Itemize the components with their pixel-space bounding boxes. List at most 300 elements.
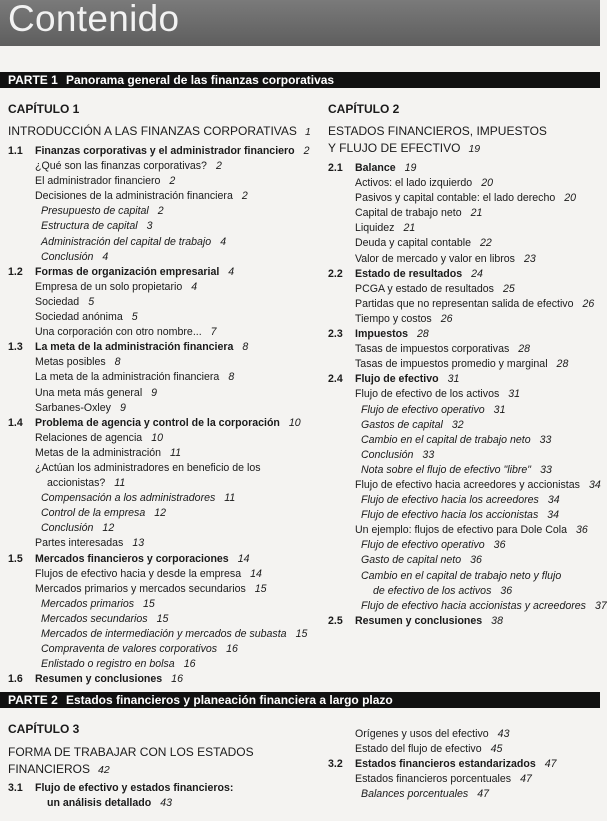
toc-entry[interactable] [8, 597, 318, 612]
page-number: 26 [440, 312, 453, 325]
entry-title: La meta de la administración financiera [35, 341, 234, 354]
entry-text-wrap [355, 342, 530, 357]
page-number: 2 [169, 175, 176, 188]
entry-title: Flujo de efectivo hacia acreedores y accionistas [355, 478, 580, 491]
entry-title: Orígenes y usos del efectivo [355, 728, 489, 740]
toc-entry[interactable] [8, 235, 318, 250]
entry-title: Una meta más general [35, 386, 143, 399]
entry-text-wrap [355, 727, 509, 742]
entry-text-wrap [355, 191, 576, 206]
entry-text-wrap [361, 418, 464, 433]
entry-text-wrap [35, 461, 261, 491]
entry-text-wrap [355, 478, 601, 493]
page-number: 8 [228, 371, 235, 384]
page-number: 28 [518, 343, 531, 356]
toc-entry[interactable] [328, 727, 600, 742]
entry-title: Un ejemplo: flujos de efectivo para Dole Cola [355, 524, 567, 537]
entry-title: Deuda y capital contable [355, 237, 472, 250]
page-number: 36 [470, 554, 482, 567]
entry-text-wrap [35, 310, 138, 325]
entry-title: Conclusión [361, 448, 414, 461]
toc-entry[interactable] [8, 536, 318, 551]
chapter-page: 19 [468, 143, 481, 155]
entry-text-wrap [361, 599, 607, 614]
page-number: 34 [547, 509, 560, 522]
toc-section[interactable] [8, 340, 318, 355]
toc-entry[interactable] [328, 569, 600, 599]
entry-title: ¿Qué son las finanzas corporativas? [35, 160, 207, 173]
page-number: 32 [451, 418, 464, 431]
entry-title: Flujo de efectivo operativo [361, 539, 485, 552]
page-number: 12 [154, 507, 167, 520]
entry-text-wrap [35, 672, 183, 687]
section-number: 2.2 [328, 267, 343, 280]
toc-entry[interactable] [8, 295, 318, 310]
entry-text-wrap [355, 176, 493, 191]
page-number: 4 [228, 265, 235, 278]
entry-title: Presupuesto de capital [41, 205, 149, 218]
entry-title: Liquidez [355, 222, 395, 235]
page-number: 8 [242, 341, 249, 354]
page-number: 10 [288, 416, 301, 429]
toc-entry[interactable] [328, 478, 600, 493]
toc-entry[interactable] [328, 312, 600, 327]
toc-entry[interactable] [8, 386, 318, 401]
entry-title: La meta de la administración financiera [35, 371, 220, 384]
entry-text-wrap [355, 297, 594, 312]
toc-entry[interactable] [8, 431, 318, 446]
toc-entry[interactable] [8, 401, 318, 416]
entry-text-wrap [41, 521, 114, 536]
entry-text-wrap [355, 221, 415, 236]
toc-entry[interactable] [328, 742, 600, 757]
part-2-bar [0, 692, 600, 708]
toc-section[interactable] [8, 552, 318, 567]
toc-section[interactable] [328, 161, 600, 176]
entry-title-continued [35, 476, 261, 491]
page-number: 47 [477, 788, 489, 801]
entry-title: Impuestos [355, 328, 408, 341]
entry-title: Resumen y conclusiones [35, 673, 163, 686]
entry-title: Mercados primarios [41, 597, 135, 610]
entry-text-wrap [41, 219, 152, 234]
page-number: 20 [481, 177, 493, 190]
entry-text-wrap [355, 772, 532, 787]
entry-text-wrap [355, 523, 588, 538]
section-number: 1.6 [8, 673, 23, 686]
page-number: 16 [226, 643, 238, 656]
section-number: 1.5 [8, 552, 23, 565]
toc-entry[interactable] [8, 370, 318, 385]
toc-section[interactable] [8, 144, 318, 159]
page-number: 8 [114, 356, 121, 369]
entry-title: Estado de resultados [355, 267, 463, 280]
entry-title: Compraventa de valores corporativos [41, 643, 218, 656]
page-number: 3 [146, 220, 153, 233]
entry-text-wrap [355, 357, 568, 372]
toc-entry[interactable] [328, 357, 600, 372]
entry-text-wrap [35, 567, 262, 582]
entry-title: Mercados secundarios [41, 612, 148, 625]
toc-entry[interactable] [328, 191, 600, 206]
entry-text-wrap [35, 582, 267, 597]
toc-entry[interactable] [8, 612, 318, 627]
entry-title: Relaciones de agencia [35, 431, 143, 444]
entry-title: Flujo de efectivo [355, 373, 439, 386]
section-number: 2.4 [328, 373, 343, 386]
toc-entry[interactable] [8, 627, 318, 642]
entry-title: ¿Actúan los administradores en beneficio de los [35, 461, 261, 474]
page-number: 33 [540, 463, 552, 476]
toc-entry[interactable] [8, 446, 318, 461]
entry-text-wrap [35, 431, 163, 446]
section-number: 1.2 [8, 265, 23, 278]
entry-text-wrap [41, 597, 155, 612]
entry-text-wrap [35, 340, 248, 355]
toc-entry[interactable] [8, 204, 318, 219]
page-number: 24 [471, 267, 483, 280]
entry-text-wrap [35, 355, 121, 370]
page-number: 45 [490, 743, 503, 756]
entry-text-wrap [41, 250, 108, 265]
entry-text-wrap [35, 325, 217, 340]
page-number: 31 [447, 373, 460, 386]
entry-title: Gasto de capital neto [361, 554, 462, 567]
toc-entry[interactable] [8, 310, 318, 325]
toc-entry[interactable] [8, 355, 318, 370]
entry-title: Flujo de efectivo hacia los accionistas [361, 509, 539, 522]
entry-text-wrap [355, 267, 483, 282]
toc-entry[interactable] [328, 236, 600, 251]
page-number: 21 [403, 222, 416, 235]
section-number: 3.1 [8, 782, 23, 794]
entry-title: Partidas que no representan salida de efectivo [355, 297, 574, 310]
entry-title: Control de la empresa [41, 507, 146, 520]
toc-entry[interactable] [328, 206, 600, 221]
entry-title: Mercados primarios y mercados secundarios [35, 582, 246, 595]
entry-title: Cambio en el capital de trabajo neto y flujo [361, 569, 562, 582]
page-number: 16 [171, 673, 183, 686]
entry-title: Valor de mercado y valor en libros [355, 252, 515, 265]
part-label: PARTE 2 [8, 693, 58, 707]
chapter-2-label: CAPÍTULO 2 [328, 102, 400, 116]
entry-title: El administrador financiero [35, 175, 161, 188]
entry-text-wrap [41, 642, 238, 657]
entry-title: Mercados financieros y corporaciones [35, 552, 229, 565]
page-number: 11 [224, 492, 236, 505]
toc-entry[interactable] [8, 250, 318, 265]
title-band [0, 0, 600, 46]
section-number: 3.2 [328, 758, 343, 771]
toc-entry[interactable] [328, 772, 600, 787]
chapter-3-title[interactable] [8, 744, 254, 779]
entry-text-wrap [41, 235, 226, 250]
entry-title: Metas posibles [35, 356, 106, 369]
entry-title-continued [361, 584, 561, 599]
entry-title: Gastos de capital [361, 418, 443, 431]
entry-text-wrap [355, 742, 502, 757]
page-number: 33 [422, 448, 435, 461]
entry-text-wrap [361, 403, 505, 418]
section-number: 1.1 [8, 145, 23, 157]
entry-text-wrap [361, 463, 552, 478]
entry-title: Conclusión [41, 522, 94, 535]
chapter-1-label: CAPÍTULO 1 [8, 102, 80, 116]
entry-text-wrap [361, 493, 560, 508]
entry-title: Problema de agencia y control de la corporación [35, 416, 280, 429]
toc-section[interactable] [8, 781, 318, 811]
entry-text-wrap [35, 174, 175, 189]
entry-text-wrap [41, 204, 164, 219]
entry-title: Nota sobre el flujo de efectivo "libre" [361, 463, 532, 476]
entry-title: Tasas de impuestos corporativas [355, 343, 510, 356]
entry-title: Resumen y conclusiones [355, 614, 483, 627]
entry-text-wrap [35, 265, 234, 280]
part-label: PARTE 1 [8, 73, 58, 87]
entry-text-wrap [355, 327, 429, 342]
page-number: 43 [160, 797, 172, 810]
entry-text-wrap [41, 627, 307, 642]
entry-text-wrap [355, 236, 492, 251]
toc-section[interactable] [328, 372, 600, 387]
entry-title: Flujo de efectivo de los activos [355, 388, 500, 401]
entry-title: Estados financieros porcentuales [355, 773, 512, 786]
page-number: 15 [254, 582, 267, 595]
toc-entry[interactable] [328, 448, 600, 463]
chapter-page: 1 [304, 126, 311, 138]
page-number: 5 [131, 311, 138, 324]
chapter-page: 42 [98, 764, 110, 776]
toc-entry[interactable] [328, 282, 600, 297]
toc-section[interactable] [328, 614, 600, 629]
entry-text-wrap [35, 189, 248, 204]
toc-entry[interactable] [328, 463, 600, 478]
toc-entry[interactable] [328, 787, 600, 802]
toc-section[interactable] [328, 757, 600, 772]
entry-text-wrap [35, 295, 94, 310]
chapter-title-text-2: Y FLUJO DE EFECTIVO [328, 141, 461, 155]
entry-title: Cambio en el capital de trabajo neto [361, 433, 531, 446]
entry-text-wrap [355, 387, 520, 402]
part-1-bar [0, 72, 600, 88]
toc-entry[interactable] [328, 387, 600, 402]
toc-entry[interactable] [8, 159, 318, 174]
entry-text-wrap [35, 781, 233, 811]
toc-entry[interactable] [328, 221, 600, 236]
page-number: 37 [594, 599, 607, 612]
page-number: 20 [564, 192, 577, 205]
toc-entry[interactable] [328, 403, 600, 418]
entry-title: Administración del capital de trabajo [41, 235, 212, 248]
section-number: 2.1 [328, 162, 343, 174]
entry-text-wrap [355, 252, 536, 267]
entry-title: Pasivos y capital contable: el lado derecho [355, 192, 556, 205]
entry-title: Formas de organización empresarial [35, 265, 220, 278]
page-number: 14 [237, 552, 250, 565]
entry-text-wrap [35, 370, 234, 385]
entry-title: Metas de la administración [35, 446, 162, 459]
page-number: 36 [500, 584, 513, 597]
chapter-2-title[interactable] [328, 123, 547, 158]
entry-text-wrap [35, 159, 222, 174]
entry-title: Partes interesadas [35, 537, 124, 550]
toc-entry[interactable] [328, 176, 600, 191]
toc-entry[interactable] [328, 599, 607, 614]
page-number: 31 [508, 388, 521, 401]
entry-title: Capital de trabajo neto [355, 207, 462, 220]
entry-text-wrap [361, 433, 551, 448]
entry-text-wrap [35, 416, 301, 431]
page-number: 25 [502, 282, 515, 295]
entry-title-continued [35, 796, 233, 811]
toc-entry[interactable] [8, 280, 318, 295]
toc-entry[interactable] [8, 325, 318, 340]
chapter-3-entries-right [328, 727, 600, 802]
page-number: 9 [119, 401, 126, 414]
entry-text-wrap [35, 536, 144, 551]
entry-text-wrap [355, 161, 416, 176]
page-number: 43 [497, 728, 510, 740]
part-title: Panorama general de las finanzas corporativas [66, 73, 335, 87]
entry-title: Estados financieros estandarizados [355, 758, 536, 771]
page-number: 34 [588, 478, 601, 491]
entry-text-wrap [361, 787, 489, 802]
entry-title-line-2: de efectivo de los activos [373, 584, 492, 597]
entry-text-wrap [35, 144, 310, 159]
toc-section[interactable] [328, 267, 600, 282]
chapter-2-entries [328, 161, 607, 629]
toc-entry[interactable] [328, 553, 600, 568]
toc-section[interactable] [8, 265, 318, 280]
page-number: 4 [191, 280, 198, 293]
page-title: Contenido [8, 0, 180, 39]
entry-title: Tasas de impuestos promedio y marginal [355, 358, 548, 371]
toc-entry[interactable] [328, 508, 600, 523]
entry-text-wrap [361, 538, 505, 553]
entry-text-wrap [35, 401, 126, 416]
toc-entry[interactable] [8, 657, 318, 672]
page-number: 2 [241, 190, 248, 203]
toc-entry[interactable] [8, 567, 318, 582]
page-number: 2 [303, 145, 310, 157]
entry-title: Empresa de un solo propietario [35, 280, 183, 293]
page-number: 15 [156, 612, 169, 625]
chapter-title-text: INTRODUCCIÓN A LAS FINANZAS CORPORATIVAS [8, 124, 297, 138]
entry-title: PCGA y estado de resultados [355, 282, 494, 295]
page-number: 38 [491, 614, 503, 627]
chapter-1-title[interactable] [8, 123, 311, 141]
toc-entry[interactable] [328, 538, 600, 553]
toc-entry[interactable] [8, 219, 318, 234]
entry-text-wrap [41, 491, 235, 506]
entry-title: Flujo de efectivo operativo [361, 403, 485, 416]
entry-title: Mercados de intermediación y mercados de subasta [41, 628, 287, 640]
entry-text-wrap [35, 386, 157, 401]
entry-text-wrap [355, 282, 515, 297]
entry-title: Conclusión [41, 250, 94, 263]
entry-title: Flujos de efectivo hacia y desde la empresa [35, 567, 242, 580]
entry-title: Tiempo y costos [355, 312, 432, 325]
page-number: 11 [114, 477, 126, 490]
entry-title: Activos: el lado izquierdo [355, 177, 473, 190]
page-number: 19 [404, 162, 417, 174]
page-number: 47 [520, 773, 532, 786]
toc-entry[interactable] [328, 297, 600, 312]
toc-entry[interactable] [8, 491, 318, 506]
page-number: 47 [544, 758, 557, 771]
entry-title: Flujo de efectivo hacia accionistas y acreedores [361, 599, 586, 612]
page-number: 12 [102, 522, 115, 535]
entry-title: Una corporación con otro nombre... [35, 326, 202, 339]
entry-title: Balances porcentuales [361, 788, 469, 801]
toc-entry[interactable] [8, 189, 318, 204]
entry-text-wrap [361, 508, 559, 523]
entry-text-wrap [355, 614, 503, 629]
chapter-1-entries [8, 144, 318, 687]
page-number: 36 [576, 524, 588, 537]
toc-section[interactable] [8, 416, 318, 431]
part-title: Estados financieros y planeación financiera a largo plazo [66, 693, 393, 707]
entry-title: Decisiones de la administración financiera [35, 190, 233, 203]
entry-text-wrap [355, 757, 557, 772]
page-number: 28 [416, 328, 429, 341]
entry-title: Sociedad anónima [35, 311, 123, 324]
toc-entry[interactable] [328, 252, 600, 267]
page-number: 23 [523, 252, 536, 265]
page-number: 34 [547, 494, 560, 507]
entry-text-wrap [41, 506, 166, 521]
toc-section[interactable] [328, 327, 600, 342]
chapter-3-label: CAPÍTULO 3 [8, 722, 80, 736]
entry-title: Flujo de efectivo hacia los acreedores [361, 494, 539, 507]
toc-entry[interactable] [8, 642, 318, 657]
page-number: 15 [143, 597, 155, 610]
chapter-3-entries [8, 781, 318, 811]
section-number: 2.5 [328, 614, 343, 627]
toc-entry[interactable] [328, 523, 600, 538]
page-number: 28 [556, 358, 569, 371]
entry-text-wrap [361, 569, 561, 599]
toc-entry[interactable] [8, 521, 318, 536]
section-number: 1.4 [8, 416, 23, 429]
toc-entry[interactable] [8, 582, 318, 597]
toc-entry[interactable] [8, 461, 318, 491]
page-number: 11 [170, 446, 182, 459]
toc-entry[interactable] [328, 493, 600, 508]
entry-title: Sarbanes-Oxley [35, 401, 111, 414]
entry-text-wrap [355, 372, 459, 387]
page-number: 36 [493, 539, 506, 552]
entry-title: Estructura de capital [41, 220, 138, 233]
toc-section[interactable] [8, 672, 318, 687]
toc-entry[interactable] [328, 342, 600, 357]
entry-title: Flujo de efectivo y estados financieros: [35, 782, 234, 794]
toc-entry[interactable] [328, 433, 600, 448]
toc-entry[interactable] [8, 506, 318, 521]
entry-text-wrap [35, 280, 197, 295]
entry-text-wrap [361, 553, 482, 568]
entry-text-wrap [355, 312, 453, 327]
page-number: 21 [470, 207, 483, 220]
entry-title-line-2: accionistas? [47, 477, 106, 490]
toc-entry[interactable] [328, 418, 600, 433]
page-number: 2 [157, 205, 164, 218]
section-number: 2.3 [328, 328, 343, 341]
page-number: 2 [215, 160, 222, 173]
page-number: 13 [132, 537, 145, 550]
page-number: 5 [88, 295, 95, 308]
toc-entry[interactable] [8, 174, 318, 189]
